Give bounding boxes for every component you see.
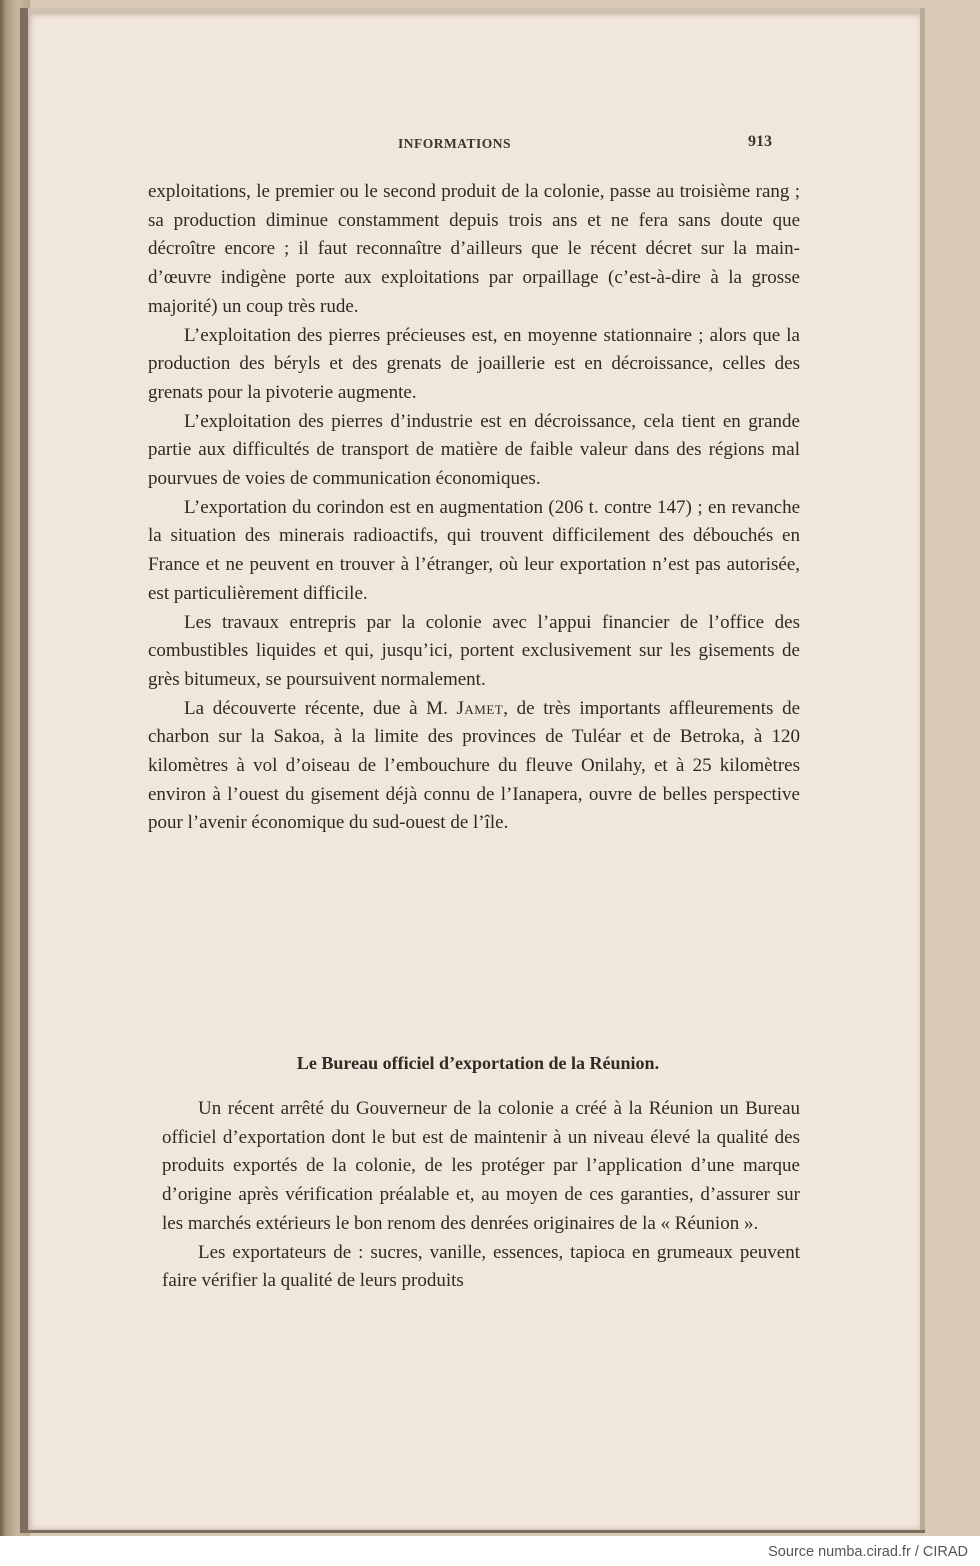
- page-number: 913: [748, 133, 772, 150]
- body-text-top: [148, 178, 800, 838]
- paragraph: L’exploitation des pierres précieuses est, en moyenne stationnaire ; alors que la production des béryls et des grenats de joaillerie est en décroissance, celles des grenats pour la pivoterie augmente.: [148, 324, 800, 403]
- paragraph-text: , de très importants affleurements de charbon sur la Sakoa, à la limite des provinces de Tuléar et de Betroka, à 120 kilomètres à vol d’oiseau de l’embouchure du fleuve Onilahy, et à 25 kilomètres environ à l’ouest du gisement déjà connu de l’Ianapera, ouvre de belles perspective pour l’avenir économique du sud-ouest de l’île.: [148, 697, 800, 834]
- section-title: Le Bureau officiel d’exportation de la Réunion.: [296, 1053, 660, 1073]
- paragraph-text: La découverte récente, due à M.: [184, 697, 457, 719]
- paragraph: Un récent arrêté du Gouverneur de la colonie a créé à la Réunion un Bureau officiel d’exportation dont le but est de maintenir à un niveau élevé la qualité des produits exportés de la colonie, de les protéger par l’application d’une marque d’origine après vérification préalable et, au moyen de ces garanties, d’assurer sur les marchés extérieurs le bon renom des denrées originaires de la « Réunion ».: [162, 1098, 800, 1234]
- source-credit: Source numba.cirad.fr / CIRAD: [768, 1544, 968, 1560]
- person-name: Jamet: [456, 697, 504, 719]
- page-right-edge: [920, 8, 925, 1530]
- paragraph: Les travaux entrepris par la colonie avec l’appui financier de l’office des combustibles liquides et qui, jusqu’ici, portent exclusivement sur les gisements de grès bitumeux, se poursuivent normalement.: [148, 611, 800, 690]
- paragraph: L’exploitation des pierres d’industrie est en décroissance, cela tient en grande partie aux difficultés de transport de matière de faible valeur dans des régions mal pourvues de voies de communication économiques.: [148, 410, 800, 490]
- paragraph-jamet: [148, 695, 800, 839]
- paragraph: exploitations, le premier ou le second produit de la colonie, passe au troisième rang ; sa production diminue constamment depuis trois ans et ne fera sans doute que décroître encore ; il faut reconnaître d’ailleurs que le récent décret sur la main-d’œuvre indigène porte aux exploitations par orpaillage (c’est-à-dire à la grosse majorité) un coup très rude.: [148, 181, 800, 317]
- paragraph: L’exportation du corindon est en augmentation (206 t. contre 147) ; en revanche la situation des minerais radioactifs, qui trouvent difficilement des débouchés en France et ne peuvent en trouver à l’étranger, où leur exportation n’est pas autorisée, est particulièrement difficile.: [148, 496, 800, 604]
- body-text-bottom: [162, 1095, 800, 1296]
- paragraph: Les exportateurs de : sucres, vanille, essences, tapioca en grumeaux peuvent faire vérifier la qualité de leurs produits: [162, 1241, 800, 1292]
- running-head: INFORMATIONS: [398, 136, 512, 151]
